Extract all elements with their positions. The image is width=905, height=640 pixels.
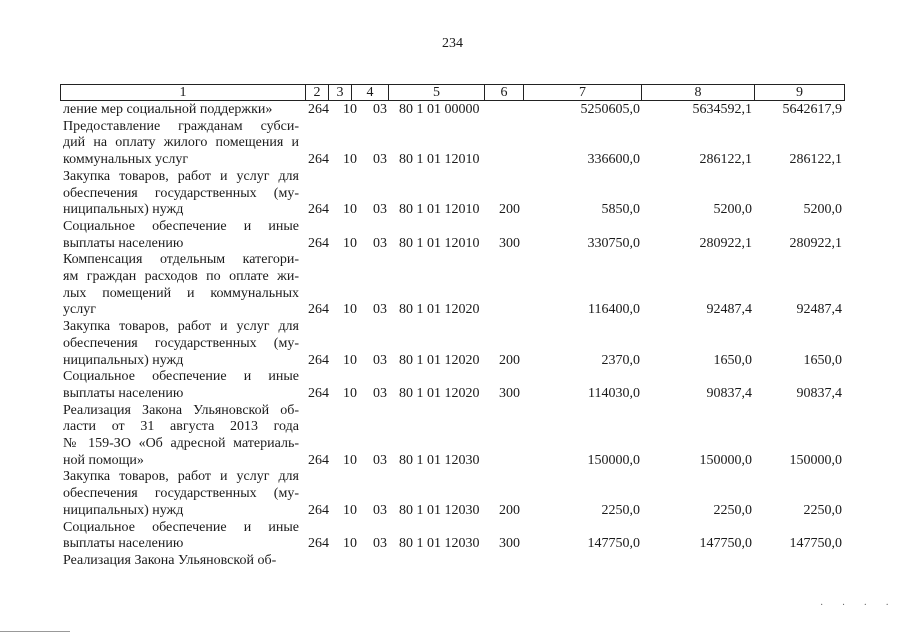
cell-c8: 147750,0 — [699, 536, 752, 552]
cell-c9: 2250,0 — [803, 502, 842, 518]
scan-specks: · · · · — [820, 600, 897, 611]
cell-c5: 80 1 01 12020 — [399, 385, 480, 401]
row-description-line: ниципальных) нужд — [63, 202, 184, 218]
cell-c9: 92487,4 — [796, 302, 842, 318]
cell-c3: 10 — [343, 502, 357, 518]
cell-c3: 10 — [343, 536, 357, 552]
row-description-line: ление мер социальной поддержки» — [63, 102, 273, 117]
cell-c5: 80 1 01 12010 — [399, 152, 480, 168]
cell-c8: 92487,4 — [706, 302, 752, 318]
cell-c4: 03 — [373, 452, 387, 468]
cell-c9: 5200,0 — [803, 202, 842, 218]
cell-c6: 200 — [499, 502, 520, 518]
cell-c9: 5642617,9 — [782, 102, 842, 117]
row-description-line: № 159-ЗО «Об адресной материаль- — [63, 436, 299, 451]
cell-c2: 264 — [308, 452, 329, 468]
cell-c2: 264 — [308, 502, 329, 518]
row-description-line: Компенсация отдельным категори- — [63, 252, 299, 268]
cell-c8: 150000,0 — [699, 452, 752, 468]
row-description-line: ям граждан расходов по оплате жи- — [63, 269, 299, 284]
cell-c7: 2250,0 — [601, 502, 640, 518]
cell-c4: 03 — [373, 536, 387, 552]
cell-c2: 264 — [308, 202, 329, 218]
cell-c4: 03 — [373, 102, 387, 117]
header-col-1: 1 — [61, 85, 306, 100]
cell-c4: 03 — [373, 302, 387, 318]
cell-c3: 10 — [343, 452, 357, 468]
cell-c8: 280922,1 — [699, 235, 752, 251]
header-col-6: 6 — [485, 85, 524, 100]
row-description-line: обеспечения государственных (му- — [63, 335, 299, 351]
cell-c7: 2370,0 — [601, 352, 640, 368]
row-description-line: Закупка товаров, работ и услуг для — [63, 168, 299, 184]
row-description-line: обеспечения государственных (му- — [63, 486, 299, 502]
cell-c4: 03 — [373, 202, 387, 218]
cell-c3: 10 — [343, 235, 357, 251]
row-description-line: ниципальных) нужд — [63, 502, 184, 518]
row-description-line: дий на оплату жилого помещения и — [63, 135, 299, 151]
cell-c9: 280922,1 — [789, 235, 842, 251]
cell-c3: 10 — [343, 152, 357, 168]
row-description-line: услуг — [63, 302, 96, 318]
cell-c6: 200 — [499, 352, 520, 368]
cell-c6: 200 — [499, 202, 520, 218]
row-description-line: выплаты населению — [63, 235, 184, 251]
cell-c7: 114030,0 — [588, 385, 640, 401]
cell-c5: 80 1 01 12010 — [399, 235, 480, 251]
row-description-line: коммунальных услуг — [63, 152, 189, 168]
cell-c2: 264 — [308, 302, 329, 318]
cell-c6: 300 — [499, 385, 520, 401]
cell-c2: 264 — [308, 536, 329, 552]
header-col-7: 7 — [524, 85, 642, 100]
header-col-9: 9 — [796, 85, 803, 100]
row-description-line: ниципальных) нужд — [63, 352, 184, 368]
cell-c8: 2250,0 — [713, 502, 752, 518]
row-description-line: ной помощи» — [63, 452, 144, 468]
row-description-line: ласти от 31 августа 2013 года — [63, 419, 299, 435]
cell-c8: 286122,1 — [699, 152, 752, 168]
cell-c5: 80 1 01 12020 — [399, 302, 480, 318]
cell-c4: 03 — [373, 152, 387, 168]
row-description-line: Реализация Закона Ульяновской об- — [63, 402, 299, 418]
row-description-line: лых помещений и коммунальных — [63, 285, 299, 301]
cell-c9: 150000,0 — [789, 452, 842, 468]
row-description-line: Социальное обеспечение и иные — [63, 519, 299, 535]
cell-c6: 300 — [499, 235, 520, 251]
row-description-line: Закупка товаров, работ и услуг для — [63, 319, 299, 335]
cell-c2: 264 — [308, 385, 329, 401]
cell-c8: 5634592,1 — [692, 102, 752, 117]
cell-c8: 90837,4 — [706, 385, 752, 401]
row-description-line: обеспечения государственных (му- — [63, 185, 299, 201]
cell-c2: 264 — [308, 235, 329, 251]
cell-c3: 10 — [343, 352, 357, 368]
cell-c7: 330750,0 — [587, 235, 640, 251]
cell-c7: 147750,0 — [587, 536, 640, 552]
cell-c2: 264 — [308, 152, 329, 168]
row-description-line: выплаты населению — [63, 536, 184, 552]
cell-c8: 1650,0 — [713, 352, 752, 368]
header-col-4: 4 — [352, 85, 389, 100]
cell-c4: 03 — [373, 385, 387, 401]
cell-c9: 286122,1 — [789, 152, 842, 168]
cell-c9: 90837,4 — [796, 385, 842, 401]
row-description-line: Предоставление гражданам субси- — [63, 118, 299, 134]
cell-c7: 5250605,0 — [580, 102, 640, 117]
cell-c5: 80 1 01 00000 — [399, 102, 480, 117]
cell-c7: 116400,0 — [588, 302, 640, 318]
cell-c7: 5850,0 — [601, 202, 640, 218]
cell-c5: 80 1 01 12030 — [399, 502, 480, 518]
footer-rule — [0, 631, 70, 632]
table-header — [60, 84, 845, 101]
cell-c8: 5200,0 — [713, 202, 752, 218]
page-number: 234 — [442, 36, 463, 51]
cell-c5: 80 1 01 12010 — [399, 202, 480, 218]
cell-c4: 03 — [373, 235, 387, 251]
header-col-2: 2 — [306, 85, 329, 100]
cell-c4: 03 — [373, 352, 387, 368]
cell-c7: 150000,0 — [587, 452, 640, 468]
cell-c9: 147750,0 — [789, 536, 842, 552]
row-description-line: Закупка товаров, работ и услуг для — [63, 469, 299, 485]
row-description-line: Социальное обеспечение и иные — [63, 369, 299, 385]
cell-c4: 03 — [373, 502, 387, 518]
cell-c9: 1650,0 — [803, 352, 842, 368]
row-description-line: Реализация Закона Ульяновской об- — [63, 552, 277, 568]
cell-c5: 80 1 01 12030 — [399, 536, 480, 552]
cell-c2: 264 — [308, 352, 329, 368]
row-description-line: выплаты населению — [63, 385, 184, 401]
cell-c6: 300 — [499, 536, 520, 552]
header-col-8: 8 — [642, 85, 755, 100]
cell-c3: 10 — [343, 102, 357, 117]
cell-c5: 80 1 01 12030 — [399, 452, 480, 468]
cell-c3: 10 — [343, 302, 357, 318]
cell-c2: 264 — [308, 102, 329, 117]
row-description-line: Социальное обеспечение и иные — [63, 218, 299, 234]
header-col-3: 3 — [329, 85, 352, 100]
cell-c3: 10 — [343, 202, 357, 218]
cell-c5: 80 1 01 12020 — [399, 352, 480, 368]
header-col-5: 5 — [389, 85, 485, 100]
cell-c7: 336600,0 — [587, 152, 640, 168]
cell-c3: 10 — [343, 385, 357, 401]
